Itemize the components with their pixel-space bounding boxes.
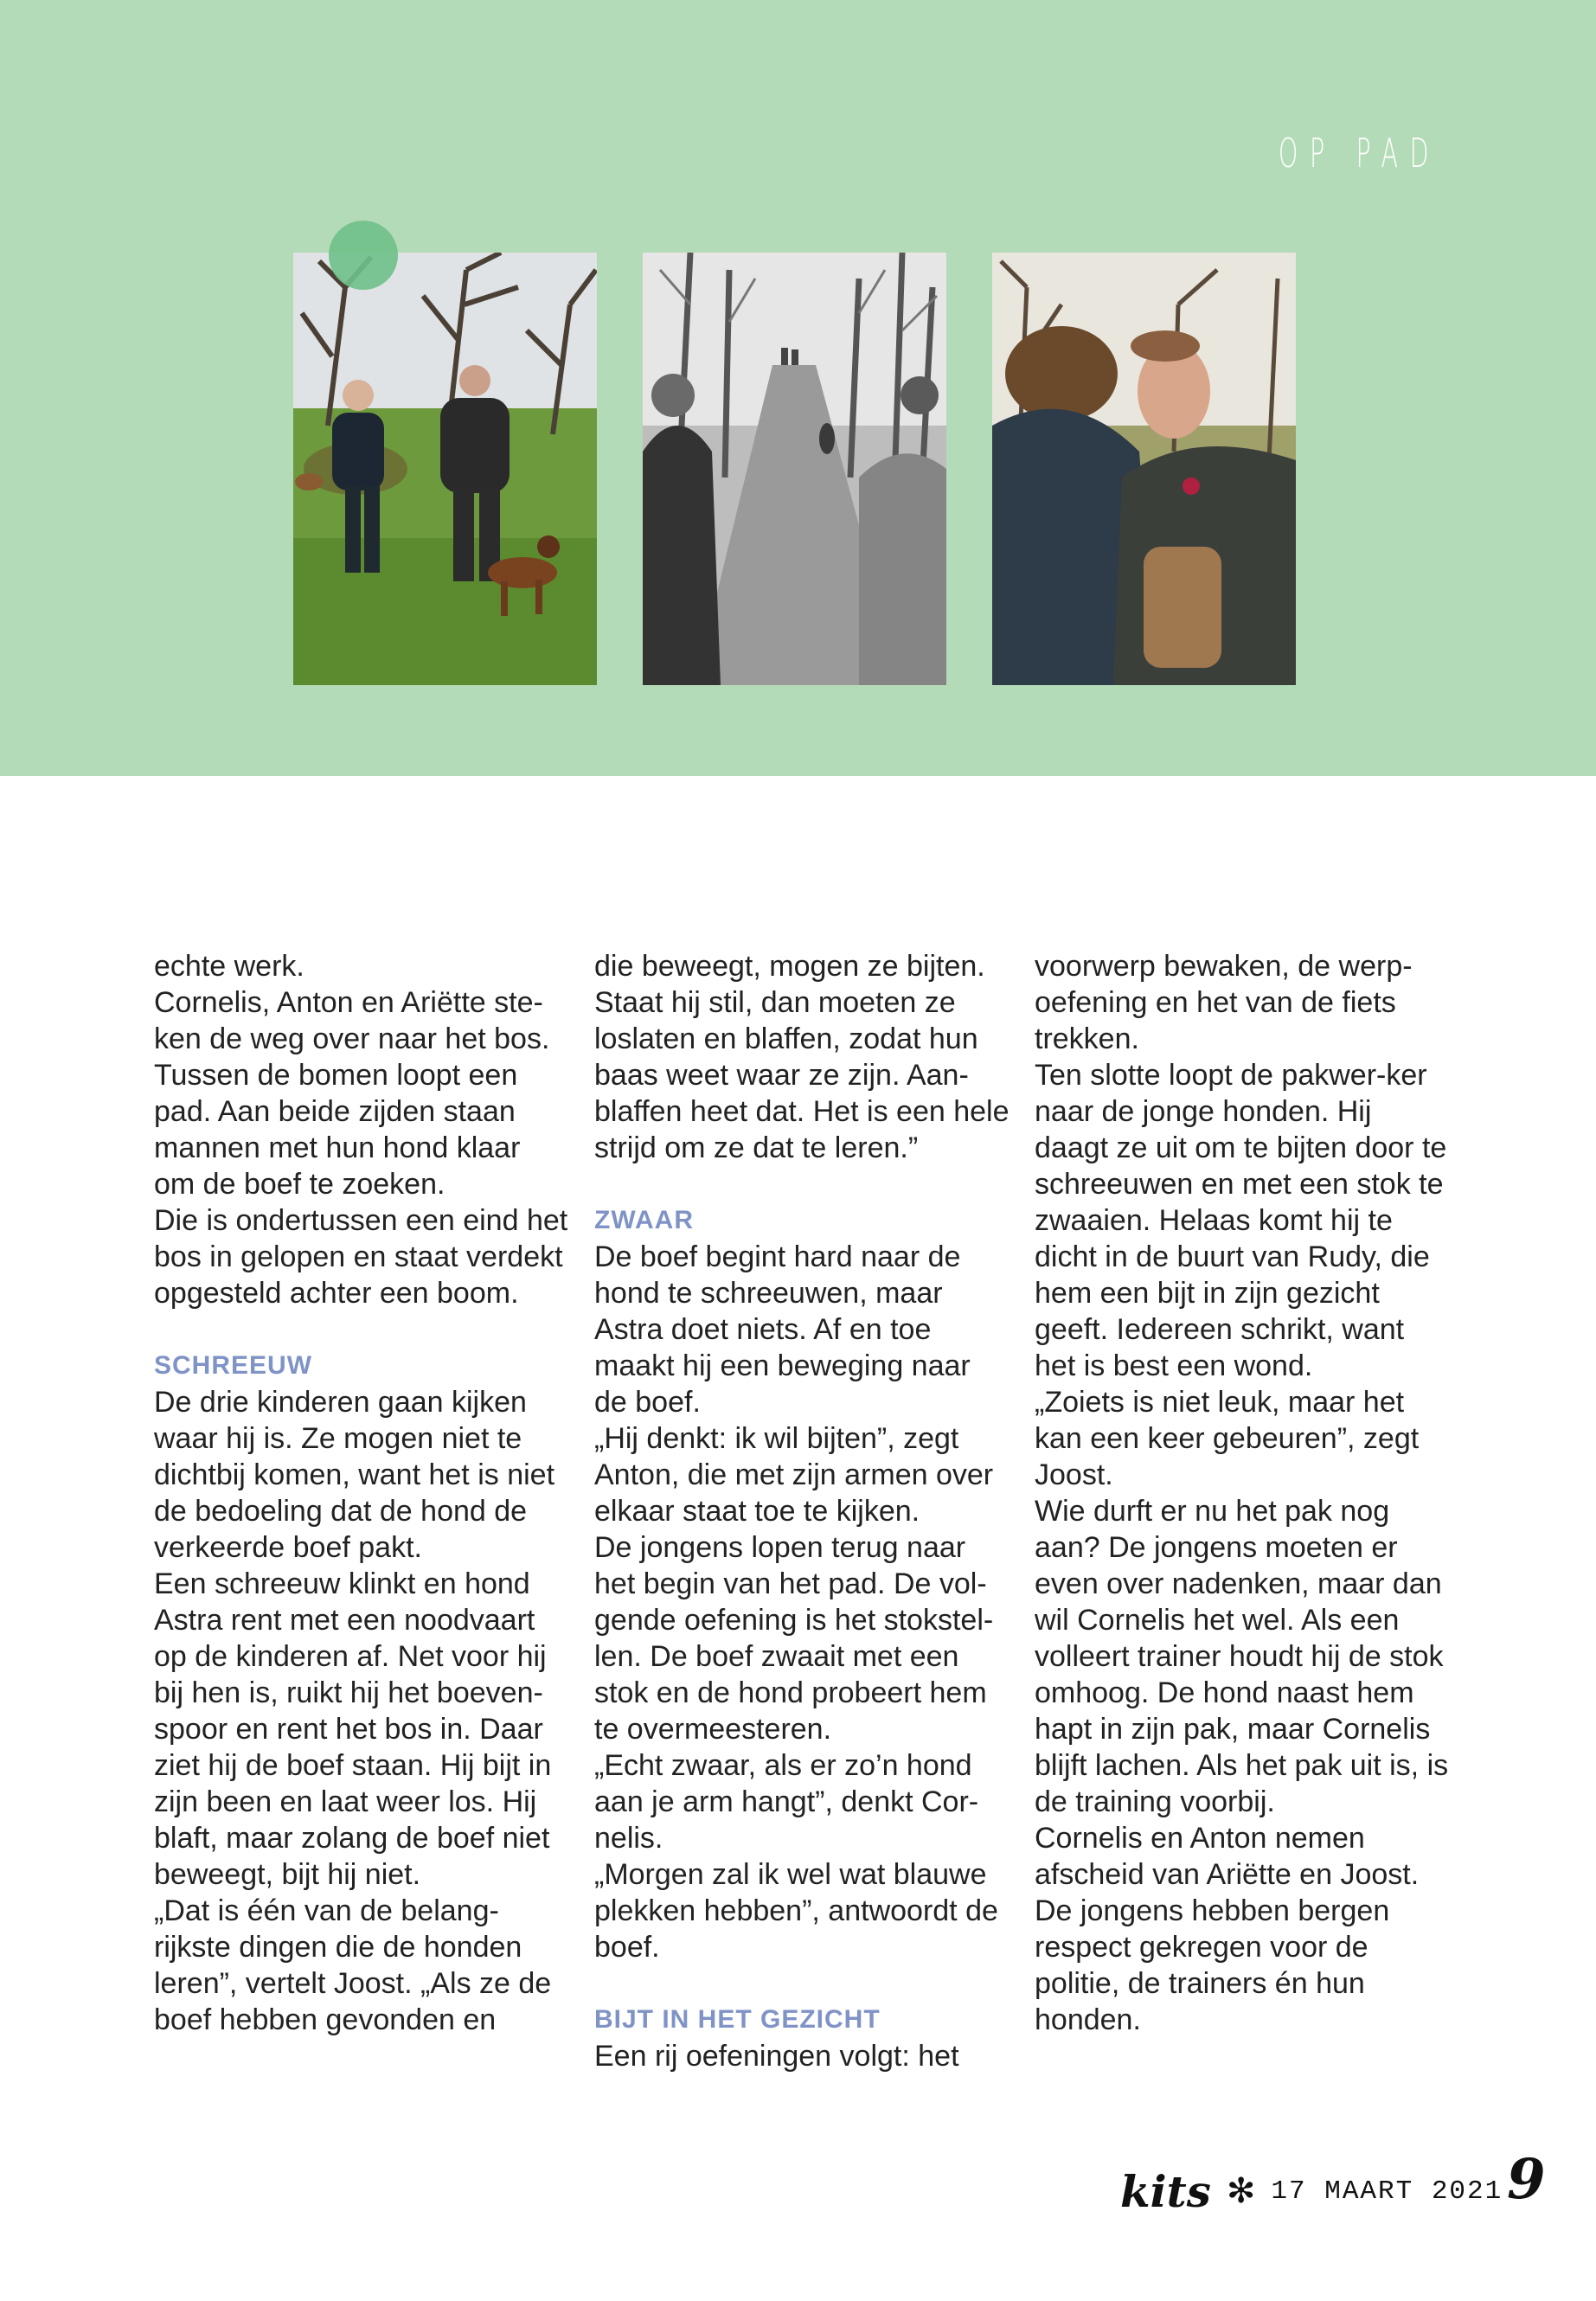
paragraph: Die is ondertussen een eind het bos in gelopen en staat verdekt opgesteld achter een boom.	[154, 1204, 568, 1310]
paragraph: De drie kinderen gaan kijken waar hij is. Ze mogen niet te dichtbij komen, want het is niet de bedoeling dat de hond de verkeerde boef pakt.	[154, 1386, 555, 1564]
paragraph: voorwerp bewaken, de werp-oefening en het van de fiets trekken.	[1035, 950, 1413, 1055]
article-column-2	[594, 948, 1010, 2074]
paragraph: „Zoiets is niet leuk, maar het kan een keer gebeuren”, zegt Joost.	[1035, 1386, 1420, 1491]
page-number: 9	[1507, 2147, 1546, 2212]
section-heading: BIJT IN HET GEZICHT	[594, 2005, 881, 2034]
paragraph: Cornelis, Anton en Ariëtte ste-ken de weg over naar het bos. Tussen de bomen loopt een pad. Aan beide zijden staan mannen met hun hond klaar om de boef te zoeken.	[154, 986, 550, 1201]
paragraph: die beweegt, mogen ze bijten. Staat hij stil, dan moeten ze loslaten en blaffen, zodat hun baas weet waar ze zijn. Aan-blaffen heet dat. Het is een hele strijd om ze dat te leren.”	[594, 950, 1010, 1164]
section-heading: SCHREEUW	[154, 1351, 313, 1380]
decorative-dot	[329, 221, 398, 290]
paragraph: „Echt zwaar, als er zo’n hond aan je arm hangt”, denkt Cor-nelis.	[594, 1749, 979, 1855]
paragraph: Cornelis en Anton nemen afscheid van Ariëtte en Joost. De jongens hebben bergen respect gekregen voor de politie, de trainers én hun honden.	[1035, 1822, 1420, 2036]
paragraph: De boef begint hard naar de hond te schreeuwen, maar Astra doet niets. Af en toe maakt hij een beweging naar de boef.	[594, 1240, 971, 1419]
paragraph: echte werk.	[154, 950, 304, 983]
star-separator-icon: ✻	[1226, 2172, 1256, 2210]
photo-dog-training-park	[293, 253, 597, 685]
paragraph: „Morgen zal ik wel wat blauwe plekken hebben”, antwoordt de boef.	[594, 1858, 998, 1964]
paragraph: Een rij oefeningen volgt: het	[594, 2040, 959, 2073]
article-column-3	[1035, 948, 1450, 2038]
brand-logo: kits	[1120, 2165, 1211, 2217]
paragraph: De jongens lopen terug naar het begin van het pad. De vol-gende oefening is het stokstel-len. De boef zwaait met een stok en de hond probeert hem te overmeesteren.	[594, 1531, 994, 1746]
paragraph: Ten slotte loopt de pakwer-ker naar de jonge honden. Hij daagt ze uit om te bijten door te schreeuwen en met een stok te zwaaien. Helaas komt hij te dicht in de buurt van Rudy, die hem een bijt in zijn gezicht geeft. Iedereen schrikt, want het is best een wond.	[1035, 1059, 1447, 1382]
paragraph: Een schreeuw klinkt en hond Astra rent met een noodvaart op de kinderen af. Net voor hij bij hen is, ruikt hij het boeven-spoor en rent het bos in. Daar ziet hij de boef staan. Hij bijt in zijn been en laat weer los. Hij blaft, maar zolang de boef niet beweegt, bijt hij niet.	[154, 1567, 552, 1891]
paragraph: Wie durft er nu het pak nog aan? De jongens moeten er even over nadenken, maar dan wil Cornelis het wel. Als een volleert trainer houdt hij de stok omhoog. De hond naast hem hapt in zijn pak, maar Cornelis blijft lachen. Als het pak uit is, is de training voorbij.	[1035, 1495, 1449, 1818]
issue-date: 17 MAART 2021	[1271, 2176, 1503, 2207]
section-heading: ZWAAR	[594, 1206, 694, 1234]
footer	[1120, 2161, 1503, 2221]
photo-boy-and-trainer	[992, 253, 1296, 685]
article-column-1	[154, 948, 569, 2038]
photo-forest-path-bw	[643, 253, 946, 685]
section-label: OP PAD	[1278, 130, 1440, 176]
paragraph: „Dat is één van de belang-rijkste dingen die de honden leren”, vertelt Joost. „Als ze de boef hebben gevonden en	[154, 1894, 552, 2036]
paragraph: „Hij denkt: ik wil bijten”, zegt Anton, die met zijn armen over elkaar staat toe te kijken.	[594, 1422, 994, 1528]
